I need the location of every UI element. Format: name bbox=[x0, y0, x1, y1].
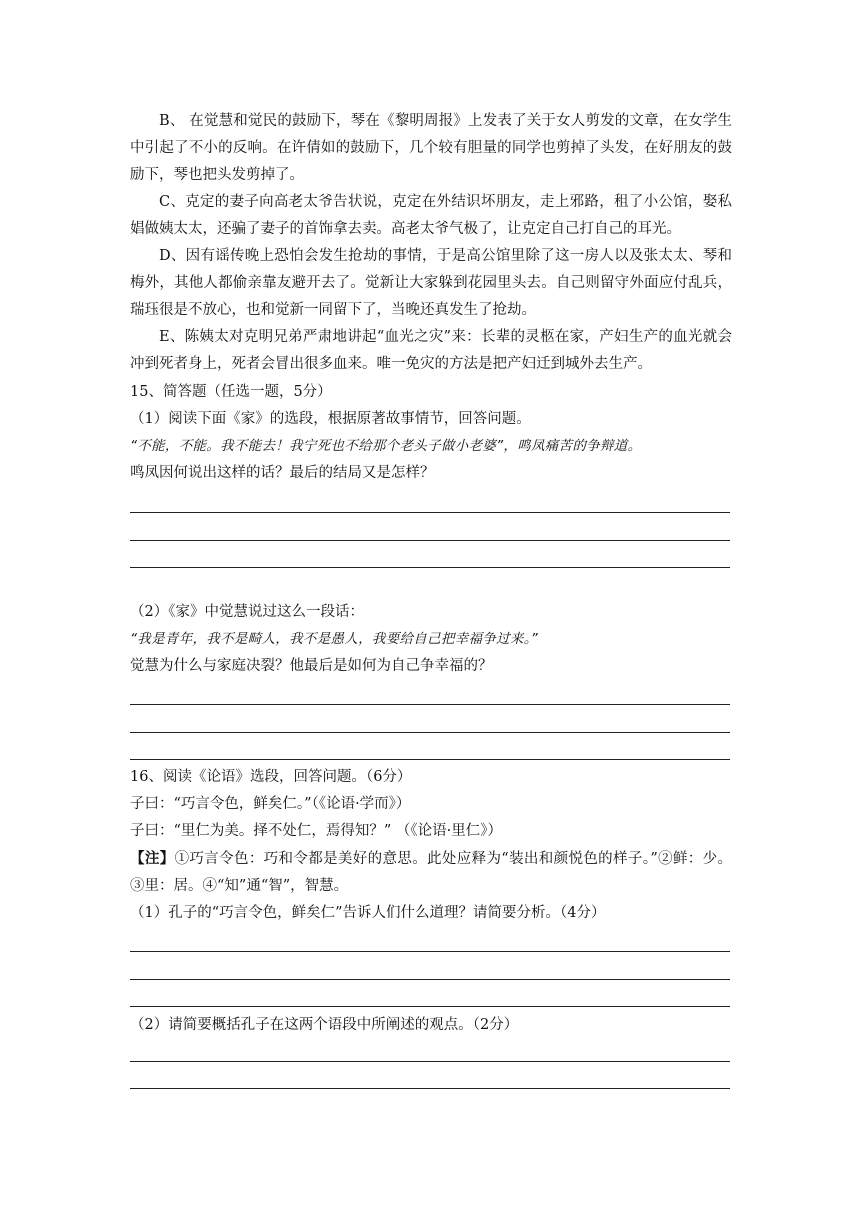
q16-sub2-block bbox=[130, 1012, 732, 1039]
answer-line[interactable] bbox=[130, 704, 730, 705]
q16-sub1: （1）孔子的“巧言令色，鲜矣仁”告诉人们什么道理？请简要分析。（4分） bbox=[130, 905, 606, 921]
answer-line[interactable] bbox=[130, 512, 730, 513]
q16-line2: 子曰：“里仁为美。择不处仁，焉得知？” （《论语·里仁》） bbox=[130, 823, 503, 839]
q16-note-text: ①巧言令色：巧和令都是美好的意思。此处应释为“装出和颜悦色的样子。”②鲜：少。③里：居。④“知”通“智”，智慧。 bbox=[130, 851, 733, 894]
option-b bbox=[130, 108, 732, 189]
answer-line[interactable] bbox=[130, 759, 730, 760]
option-c-text: C、克定的妻子向高老太爷告状说，克定在外结识坏朋友，走上邪路，租了小公馆，娶私娼做姨太太，还骗了妻子的首饰拿去卖。高老太爷气极了，让克定自己打自己的耳光。 bbox=[130, 194, 732, 237]
answer-line[interactable] bbox=[130, 951, 730, 952]
question-16 bbox=[130, 764, 732, 927]
question-15 bbox=[130, 379, 732, 487]
q15-sub1-question: 鸣凤因何说出这样的话？最后的结局又是怎样？ bbox=[130, 465, 435, 481]
q15-sub2-question: 觉慧为什么与家庭决裂？他最后是如何为自己争幸福的？ bbox=[130, 658, 493, 674]
answer-line[interactable] bbox=[130, 979, 730, 980]
option-d-text: D、因有谣传晚上恐怕会发生抢劫的事情，于是高公馆里除了这一房人以及张太太、琴和梅外，其他人都偷亲靠友避开去了。觉新让大家躲到花园里头去。自己则留守外面应付乱兵，瑞珏很是不放心，也和觉新一同留下了，当晚还真发生了抢劫。 bbox=[130, 248, 732, 318]
q15-title: 15、简答题（任选一题，5分） bbox=[130, 384, 332, 400]
q15-sub2 bbox=[130, 599, 732, 680]
answer-line[interactable] bbox=[130, 1006, 730, 1007]
option-b-text: B、 在觉慧和觉民的鼓励下，琴在《黎明周报》上发表了关于女人剪发的文章，在女学生中引起了不小的反响。在许倩如的鼓励下，几个较有胆量的同学也剪掉了头发，在好朋友的鼓励下，琴也把头发剪掉了。 bbox=[130, 113, 732, 183]
q15-sub1-quote: “不能，不能。我不能去！我宁死也不给那个老头子做小老婆”，鸣凤痛苦的争辩道。 bbox=[130, 438, 642, 454]
answer-line[interactable] bbox=[130, 567, 730, 568]
q16-note-label: 【注】 bbox=[130, 850, 175, 867]
q16-title: 16、阅读《论语》选段，回答问题。（6分） bbox=[130, 769, 412, 785]
q16-sub2: （2）请简要概括孔子在这两个语段中所阐述的观点。（2分） bbox=[130, 1017, 519, 1033]
q15-sub1-intro: （1）阅读下面《家》的选段，根据原著故事情节，回答问题。 bbox=[130, 411, 531, 427]
answer-line[interactable] bbox=[130, 1061, 730, 1062]
answer-line[interactable] bbox=[130, 732, 730, 733]
q15-sub2-quote: “我是青年，我不是畸人，我不是愚人，我要给自己把幸福争过来。” bbox=[130, 631, 539, 647]
option-e-text: E、陈姨太对克明兄弟严肃地讲起“血光之灾”来：长辈的灵柩在家，产妇生产的血光就会冲到死者身上，死者会冒出很多血来。唯一免灾的方法是把产妇迁到城外去生产。 bbox=[130, 329, 732, 372]
option-e bbox=[130, 324, 732, 378]
option-d bbox=[130, 243, 732, 324]
q16-line1: 子曰：“巧言令色，鲜矣仁。”（《论语·学而》） bbox=[130, 796, 411, 812]
answer-line[interactable] bbox=[130, 540, 730, 541]
q16-note bbox=[130, 845, 732, 900]
q15-sub2-intro: （2）《家》中觉慧说过这么一段话： bbox=[130, 604, 364, 620]
option-c bbox=[130, 189, 732, 243]
answer-line[interactable] bbox=[130, 1088, 730, 1089]
